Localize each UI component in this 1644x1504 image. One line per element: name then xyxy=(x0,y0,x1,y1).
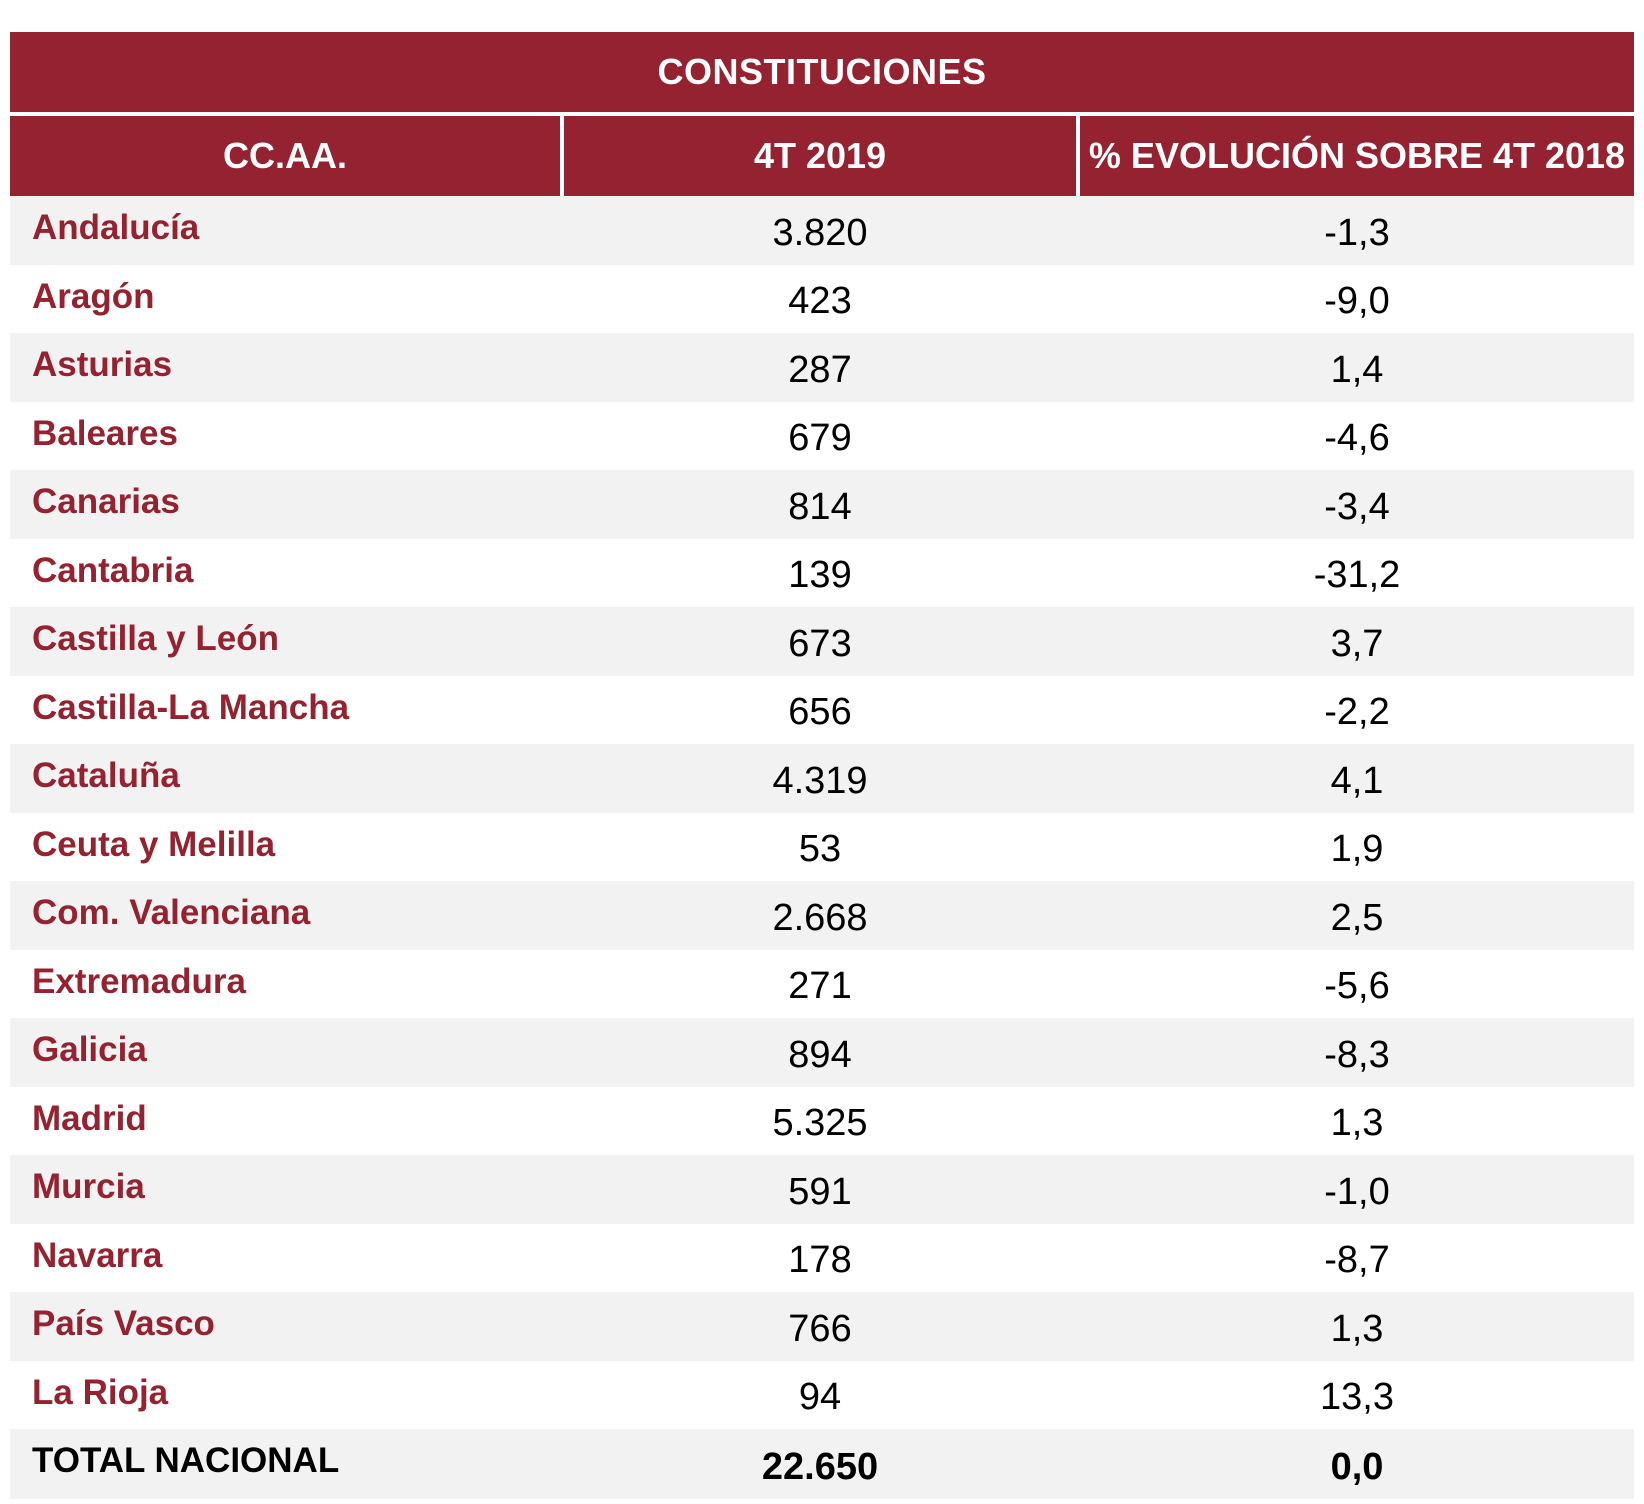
region-name: Galicia xyxy=(32,1030,147,1069)
table-row xyxy=(10,744,1634,813)
table-row xyxy=(10,196,1634,265)
table-row xyxy=(10,402,1634,471)
region-value: 591 xyxy=(788,1170,852,1213)
table-row xyxy=(10,1087,1634,1156)
region-value: 5.325 xyxy=(772,1102,868,1145)
table-row xyxy=(10,607,1634,676)
region-name: Navarra xyxy=(32,1235,163,1275)
region-value: 53 xyxy=(798,828,842,871)
region-name: Com. Valenciana xyxy=(32,893,311,932)
column-header-value: 4T 2019 xyxy=(560,116,1076,196)
region-name: Aragón xyxy=(32,276,155,316)
region-value: 423 xyxy=(788,280,852,323)
region-name: Castilla-La Mancha xyxy=(32,687,350,727)
table-row xyxy=(10,1018,1634,1087)
table-body xyxy=(10,196,1634,1429)
region-evolution: 1,9 xyxy=(1330,828,1384,871)
region-evolution: 3,7 xyxy=(1330,622,1384,665)
region-evolution: 1,3 xyxy=(1330,1102,1384,1145)
region-name: Castilla y León xyxy=(32,619,280,658)
region-evolution: -3,4 xyxy=(1324,485,1390,528)
region-evolution: 2,5 xyxy=(1330,896,1384,939)
region-name: Extremadura xyxy=(32,961,246,1001)
region-name: Baleares xyxy=(32,413,178,453)
region-evolution: 1,3 xyxy=(1330,1307,1384,1350)
region-evolution: -2,2 xyxy=(1324,691,1390,734)
total-evolution: 0,0 xyxy=(1330,1445,1384,1488)
constituciones-table xyxy=(10,32,1634,1499)
region-evolution: -31,2 xyxy=(1313,554,1401,597)
region-evolution: -9,0 xyxy=(1324,280,1390,323)
region-name: Canarias xyxy=(32,482,180,521)
table-row xyxy=(10,265,1634,334)
region-name: Cataluña xyxy=(32,756,180,795)
region-name: Cantabria xyxy=(32,550,194,590)
region-name: Asturias xyxy=(32,345,173,384)
table-row xyxy=(10,1224,1634,1293)
region-evolution: -1,3 xyxy=(1324,211,1390,254)
table-row xyxy=(10,1361,1634,1430)
region-value: 139 xyxy=(788,554,852,597)
region-evolution: 4,1 xyxy=(1330,759,1384,802)
table-row xyxy=(10,470,1634,539)
region-value: 894 xyxy=(788,1033,852,1076)
region-value: 271 xyxy=(788,965,852,1008)
region-value: 766 xyxy=(788,1307,852,1350)
table-row xyxy=(10,950,1634,1019)
region-value: 673 xyxy=(788,622,852,665)
region-name: Andalucía xyxy=(32,208,200,247)
region-evolution: -8,7 xyxy=(1324,1239,1390,1282)
region-evolution: -4,6 xyxy=(1324,417,1390,460)
table-row xyxy=(10,333,1634,402)
column-header-region: CC.AA. xyxy=(10,116,560,196)
header-row xyxy=(10,116,1634,196)
region-value: 656 xyxy=(788,691,852,734)
table-row xyxy=(10,676,1634,745)
region-value: 2.668 xyxy=(772,896,868,939)
region-evolution: -1,0 xyxy=(1324,1170,1390,1213)
table-row xyxy=(10,1155,1634,1224)
table-row xyxy=(10,1292,1634,1361)
table-row xyxy=(10,539,1634,608)
region-value: 287 xyxy=(788,348,852,391)
region-evolution: -8,3 xyxy=(1324,1033,1390,1076)
region-name: La Rioja xyxy=(32,1372,169,1412)
region-value: 4.319 xyxy=(772,759,868,802)
region-value: 679 xyxy=(788,417,852,460)
region-name: Murcia xyxy=(32,1167,145,1206)
total-label: TOTAL NACIONAL xyxy=(32,1441,340,1480)
total-row xyxy=(10,1429,1634,1499)
table-title: CONSTITUCIONES xyxy=(10,32,1634,112)
table-row xyxy=(10,881,1634,950)
region-value: 178 xyxy=(788,1239,852,1282)
region-evolution: 1,4 xyxy=(1330,348,1384,391)
region-value: 94 xyxy=(798,1376,842,1419)
column-header-evolution: % EVOLUCIÓN SOBRE 4T 2018 xyxy=(1076,116,1634,196)
region-name: País Vasco xyxy=(32,1304,215,1343)
table-row xyxy=(10,813,1634,882)
region-evolution: -5,6 xyxy=(1324,965,1390,1008)
region-evolution: 13,3 xyxy=(1320,1376,1394,1419)
region-name: Madrid xyxy=(32,1098,147,1138)
total-value: 22.650 xyxy=(761,1445,879,1488)
region-value: 3.820 xyxy=(772,211,868,254)
region-name: Ceuta y Melilla xyxy=(32,824,276,864)
region-value: 814 xyxy=(788,485,852,528)
